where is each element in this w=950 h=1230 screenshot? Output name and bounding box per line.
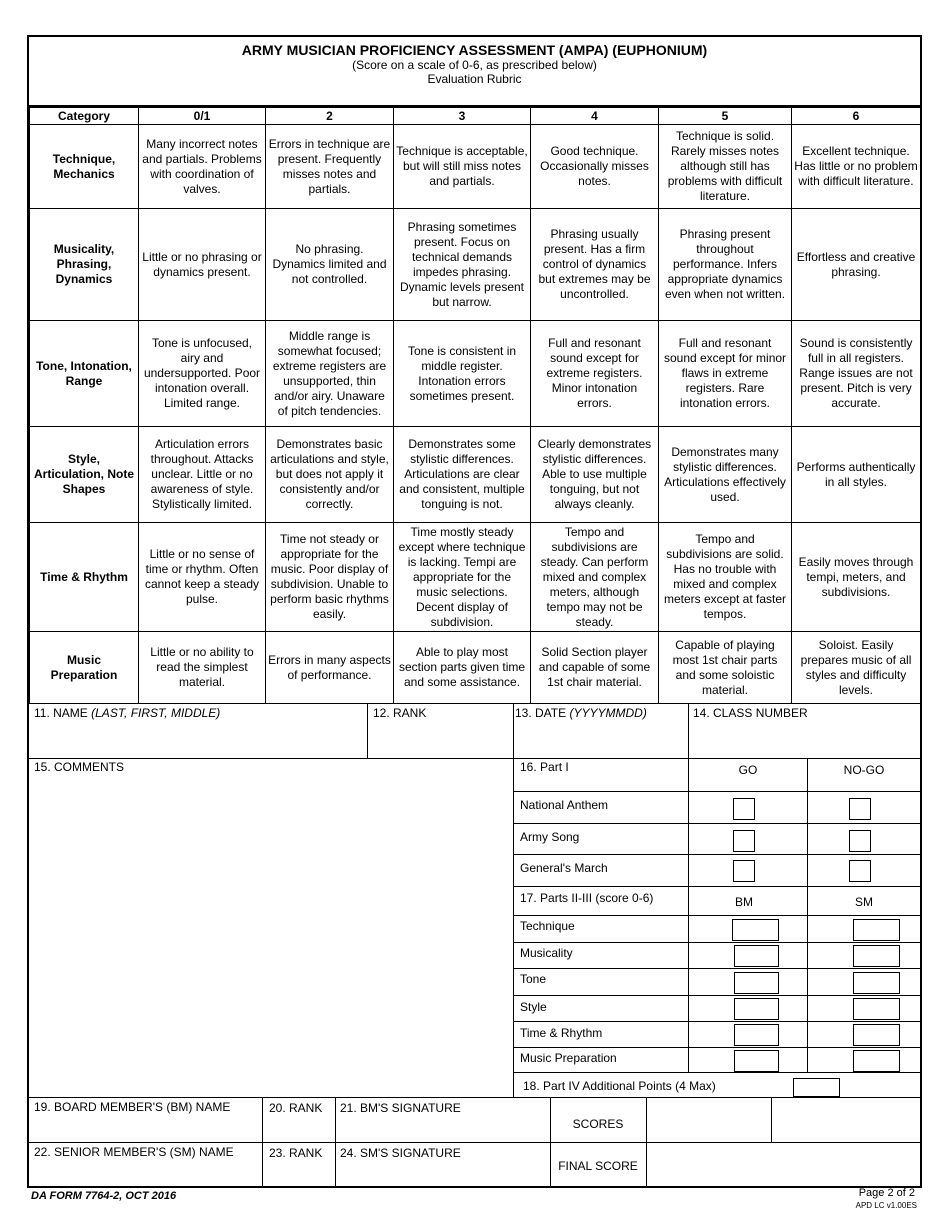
rubric-cell: Effortless and creative phrasing. <box>792 209 921 321</box>
rubric-category: Style, Articulation, Note Shapes <box>30 427 139 523</box>
divider <box>513 854 920 855</box>
scores-label: SCORES <box>572 1117 624 1131</box>
style-bm-score[interactable] <box>734 998 779 1020</box>
name-field[interactable] <box>29 719 367 757</box>
date-field[interactable] <box>515 719 687 757</box>
rubric-row <box>30 427 921 523</box>
rubric-cell: Full and resonant sound except for minor flaws in extreme registers. Rare intonation errors. <box>659 321 792 427</box>
sm-signature-field[interactable] <box>336 1158 550 1186</box>
nogo-header: NO-GO <box>843 763 885 777</box>
music-prep-sm-score[interactable] <box>853 1050 900 1072</box>
name-label <box>34 706 220 720</box>
rubric-cell: Capable of playing most 1st chair parts and some soloistic material. <box>659 632 792 704</box>
sm-header: SM <box>855 895 873 909</box>
rank-field[interactable] <box>369 719 513 757</box>
rubric-cell: Able to play most section parts given time and some assistance. <box>394 632 531 704</box>
sm-rank-field[interactable] <box>263 1158 335 1186</box>
rubric-cell: Demonstrates basic articulations and style, but does not apply it consistently and/or correctly. <box>266 427 394 523</box>
rubric-cell: Easily moves through tempi, meters, and subdivisions. <box>792 523 921 632</box>
sm-score-field[interactable] <box>772 1098 920 1142</box>
rubric-cell: Solid Section player and capable of some 1st chair material. <box>531 632 659 704</box>
generals-march-nogo-checkbox[interactable] <box>849 860 871 882</box>
comments-field[interactable] <box>29 775 513 1095</box>
rubric-row <box>30 632 921 704</box>
sm-name-field[interactable] <box>29 1158 262 1186</box>
rubric-category: Technique, Mechanics <box>30 125 139 209</box>
musicality-bm-score[interactable] <box>734 945 779 967</box>
part4-points-field[interactable] <box>793 1078 840 1097</box>
sm-name-label: 22. SENIOR MEMBER'S (SM) NAME <box>34 1145 234 1159</box>
army-song-go-checkbox[interactable] <box>733 830 755 852</box>
rubric-cell: Phrasing sometimes present. Focus on technical demands impedes phrasing. Dynamic levels present but narrow. <box>394 209 531 321</box>
date-label <box>515 706 647 720</box>
rubric-row <box>30 209 921 321</box>
national-anthem-nogo-checkbox[interactable] <box>849 798 871 820</box>
rubric-cell: Technique is solid. Rarely misses notes although still has problems with difficult literature. <box>659 125 792 209</box>
date-hint: (YYYYMMDD) <box>569 706 647 720</box>
rubric-cell: Technique is acceptable, but will still miss notes and partials. <box>394 125 531 209</box>
class-number-label: 14. CLASS NUMBER <box>693 706 808 720</box>
comments-label: 15. COMMENTS <box>34 760 125 774</box>
rubric-col-header: 4 <box>531 108 659 125</box>
rubric-cell: Phrasing usually present. Has a firm control of dynamics but extremes may be uncontrolled. <box>531 209 659 321</box>
sm-signature-label: 24. SM'S SIGNATURE <box>340 1146 461 1160</box>
divider <box>513 1072 920 1073</box>
final-score-field[interactable] <box>647 1143 920 1186</box>
part4-label: 18. Part IV Additional Points (4 Max) <box>523 1079 716 1093</box>
go-header: GO <box>738 763 758 777</box>
generals-march-go-checkbox[interactable] <box>733 860 755 882</box>
style-sm-score[interactable] <box>853 998 900 1020</box>
rubric-cell: Many incorrect notes and partials. Problems with coordination of valves. <box>139 125 266 209</box>
rubric-cell: Time not steady or appropriate for the music. Poor display of subdivision. Unable to perform basic rhythms easily. <box>266 523 394 632</box>
date-label-text: 13. DATE <box>515 706 567 720</box>
rubric-cell: Demonstrates many stylistic differences. Articulations effectively used. <box>659 427 792 523</box>
rubric-row <box>30 523 921 632</box>
rubric-category: Tone, Intonation, Range <box>30 321 139 427</box>
music-prep-bm-score[interactable] <box>734 1050 779 1072</box>
rubric-cell: Tempo and subdivisions are solid. Has no trouble with mixed and complex meters except at faster tempos. <box>659 523 792 632</box>
divider <box>688 704 689 759</box>
ampa-form <box>27 35 922 1188</box>
sm-rank-label: 23. RANK <box>269 1146 323 1160</box>
form-title: ARMY MUSICIAN PROFICIENCY ASSESSMENT (AMPA) (EUPHONIUM) <box>241 42 708 58</box>
rubric-row <box>30 321 921 427</box>
rubric-category: Music Preparation <box>30 632 139 704</box>
rubric-cell: No phrasing. Dynamics limited and not controlled. <box>266 209 394 321</box>
part1-item: National Anthem <box>520 798 609 812</box>
rubric-col-header: 6 <box>792 108 921 125</box>
rubric-cell: Phrasing present throughout performance. Infers appropriate dynamics even when not written. <box>659 209 792 321</box>
rubric-cell: Errors in many aspects of performance. <box>266 632 394 704</box>
divider <box>513 1021 920 1022</box>
rubric-cell: Time mostly steady except where technique is lacking. Tempi are appropriate for the music selections. Decent display of subdivision. <box>394 523 531 632</box>
rubric-cell: Demonstrates some stylistic differences. Articulations are clear and consistent, multiple tonguing is not. <box>394 427 531 523</box>
technique-sm-score[interactable] <box>853 919 900 941</box>
rubric-cell: Little or no phrasing or dynamics present. <box>139 209 266 321</box>
rubric-row <box>30 125 921 209</box>
divider <box>513 704 514 759</box>
tone-sm-score[interactable] <box>853 972 900 994</box>
rubric-cell: Middle range is somewhat focused; extreme registers are unsupported, thin and/or airy. Unaware of pitch tendencies. <box>266 321 394 427</box>
rubric-cell: Tempo and subdivisions are steady. Can perform mixed and complex meters, although tempo may not be steady. <box>531 523 659 632</box>
bm-signature-field[interactable] <box>336 1113 550 1141</box>
rubric-cell: Errors in technique are present. Frequently misses notes and partials. <box>266 125 394 209</box>
rubric-col-header: Category <box>30 108 139 125</box>
rubric-col-header: 5 <box>659 108 792 125</box>
name-hint: (LAST, FIRST, MIDDLE) <box>91 706 221 720</box>
rubric-cell: Little or no ability to read the simplest material. <box>139 632 266 704</box>
divider <box>513 886 920 887</box>
part2-item: Time & Rhythm <box>520 1026 603 1040</box>
part1-item: General's March <box>520 861 608 875</box>
part1-item: Army Song <box>520 830 580 844</box>
rubric-cell: Performs authentically in all styles. <box>792 427 921 523</box>
rubric-col-header: 2 <box>266 108 394 125</box>
time-rhythm-sm-score[interactable] <box>853 1024 900 1046</box>
divider <box>513 915 920 916</box>
rubric-label: Evaluation Rubric <box>427 72 522 86</box>
rubric-cell: Soloist. Easily prepares music of all styles and difficulty levels. <box>792 632 921 704</box>
name-label-text: 11. NAME <box>34 706 88 720</box>
divider <box>513 995 920 996</box>
rubric-category: Musicality, Phrasing, Dynamics <box>30 209 139 321</box>
divider <box>513 791 920 792</box>
rubric-cell: Little or no sense of time or rhythm. Often cannot keep a steady pulse. <box>139 523 266 632</box>
divider <box>367 704 368 759</box>
army-song-nogo-checkbox[interactable] <box>849 830 871 852</box>
part2-item: Style <box>520 1000 547 1014</box>
divider <box>29 758 920 759</box>
page-number: Page 2 of 2 <box>858 1187 915 1199</box>
bm-header: BM <box>735 895 753 909</box>
divider <box>513 1047 920 1048</box>
part2-item: Musicality <box>520 946 573 960</box>
national-anthem-go-checkbox[interactable] <box>733 798 755 820</box>
bm-name-label: 19. BOARD MEMBER'S (BM) NAME <box>34 1100 231 1114</box>
part2-item: Tone <box>520 972 547 986</box>
evaluation-rubric-table <box>29 107 921 704</box>
rubric-cell: Excellent technique. Has little or no problem with difficult literature. <box>792 125 921 209</box>
form-version: APD LC v1.00ES <box>855 1201 917 1210</box>
divider <box>513 942 920 943</box>
part2-item: Technique <box>520 919 575 933</box>
divider <box>513 968 920 969</box>
class-number-field[interactable] <box>690 719 920 757</box>
part1-label: 16. Part I <box>520 760 569 774</box>
rubric-col-header: 3 <box>394 108 531 125</box>
form-subtitle: (Score on a scale of 0-6, as prescribed below) <box>352 58 597 72</box>
rubric-col-header: 0/1 <box>139 108 266 125</box>
final-score-label: FINAL SCORE <box>558 1159 638 1173</box>
divider <box>513 823 920 824</box>
rubric-category: Time & Rhythm <box>30 523 139 632</box>
part2-label: 17. Parts II-III (score 0-6) <box>520 891 654 905</box>
musicality-sm-score[interactable] <box>853 945 900 967</box>
bm-rank-field[interactable] <box>263 1113 335 1141</box>
bm-signature-label: 21. BM'S SIGNATURE <box>340 1101 461 1115</box>
rubric-cell: Tone is unfocused, airy and undersupported. Poor intonation overall. Limited range. <box>139 321 266 427</box>
bm-score-field[interactable] <box>647 1098 771 1142</box>
rank-label: 12. RANK <box>373 706 427 720</box>
time-rhythm-bm-score[interactable] <box>734 1024 779 1046</box>
bm-rank-label: 20. RANK <box>269 1101 323 1115</box>
rubric-cell: Good technique. Occasionally misses notes. <box>531 125 659 209</box>
technique-bm-score[interactable] <box>732 919 779 941</box>
rubric-header-row <box>30 108 921 125</box>
rubric-cell: Sound is consistently full in all registers. Range issues are not present. Pitch is very accurate. <box>792 321 921 427</box>
tone-bm-score[interactable] <box>734 972 779 994</box>
form-header <box>29 37 920 107</box>
form-id: DA FORM 7764-2, OCT 2016 <box>31 1190 177 1202</box>
bm-name-field[interactable] <box>29 1113 262 1141</box>
rubric-cell: Full and resonant sound except for extreme registers. Minor intonation errors. <box>531 321 659 427</box>
part2-item: Music Preparation <box>520 1051 617 1065</box>
rubric-cell: Articulation errors throughout. Attacks unclear. Little or no awareness of style. Stylistically limited. <box>139 427 266 523</box>
rubric-cell: Clearly demonstrates stylistic differences. Able to use multiple tonguing, but not always cleanly. <box>531 427 659 523</box>
rubric-cell: Tone is consistent in middle register. Intonation errors sometimes present. <box>394 321 531 427</box>
